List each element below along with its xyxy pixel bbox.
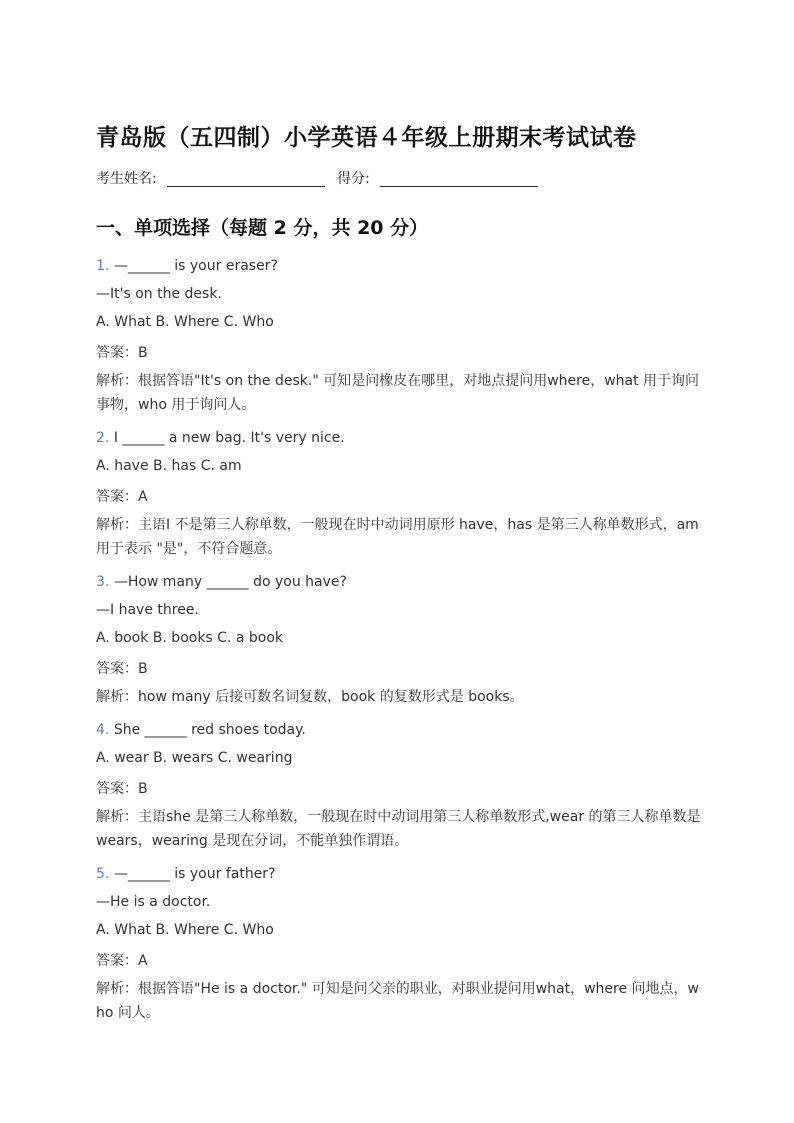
question-3-answer: 答案：B: [96, 661, 148, 677]
question-number: 1.: [96, 258, 110, 274]
question-2-options: A. have B. has C. am: [96, 458, 242, 474]
student-info-line: [96, 168, 546, 188]
exam-title: 青岛版（五四制）小学英语４年级上册期末考试试卷: [96, 125, 637, 151]
question-4-stem: [96, 722, 306, 738]
section-title: 一、单项选择（每题 2 分，共 20 分）: [96, 217, 429, 239]
question-text: I ______ a new bag. It's very nice.: [113, 430, 345, 446]
question-1-reply: —It's on the desk.: [96, 286, 222, 302]
question-number: 5.: [96, 866, 110, 882]
question-2-stem: [96, 430, 345, 446]
question-4-options: A. wear B. wears C. wearing: [96, 750, 293, 766]
question-5-answer: 答案：A: [96, 953, 148, 969]
question-number: 3.: [96, 574, 110, 590]
question-3-reply: —I have three.: [96, 602, 199, 618]
question-4-explanation: 解析：主语she 是第三人称单数，一般现在时中动词用第三人称单数形式,wear 的第三人称单数是 wears，wearing 是现在分词，不能单独作谓语。: [96, 809, 701, 849]
score-label: 得分:: [337, 171, 370, 187]
name-label: 考生姓名:: [96, 171, 157, 187]
question-1-stem: [96, 258, 278, 274]
question-text: —______ is your eraser?: [113, 258, 278, 274]
name-blank: [167, 172, 325, 187]
question-3-stem: [96, 574, 347, 590]
question-5-reply: —He is a doctor.: [96, 894, 211, 910]
question-1-answer: 答案：B: [96, 345, 148, 361]
question-2-answer: 答案：A: [96, 489, 148, 505]
question-text: She ______ red shoes today.: [113, 722, 306, 738]
question-4-answer: 答案：B: [96, 781, 148, 797]
question-3-options: A. book B. books C. a book: [96, 630, 284, 646]
question-5-options: A. What B. Where C. Who: [96, 922, 274, 938]
score-blank: [380, 172, 538, 187]
question-3-explanation: 解析：how many 后接可数名词复数，book 的复数形式是 books。: [96, 689, 524, 705]
question-number: 2.: [96, 430, 110, 446]
question-2-explanation: 解析：主语I 不是第三人称单数，一般现在时中动词用原形 have，has 是第三人称单数形式，am 用于表示 "是"，不符合题意。: [96, 517, 699, 557]
question-number: 4.: [96, 722, 110, 738]
question-text: —______ is your father?: [113, 866, 276, 882]
question-1-explanation: 解析：根据答语"It's on the desk." 可知是问橡皮在哪里，对地点提问用where，what 用于询问事物，who 用于询问人。: [96, 373, 700, 413]
question-5-stem: [96, 866, 276, 882]
question-text: —How many ______ do you have?: [113, 574, 347, 590]
question-5-explanation: 解析：根据答语"He is a doctor." 可知是问父亲的职业，对职业提问用what，where 问地点，who 问人。: [96, 981, 699, 1021]
question-1-options: A. What B. Where C. Who: [96, 314, 274, 330]
